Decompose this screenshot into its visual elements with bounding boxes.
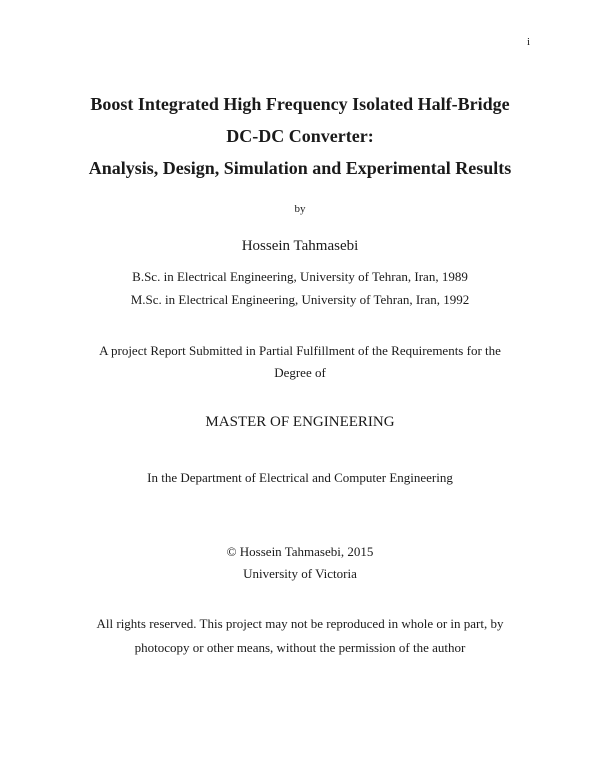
rights-line-2: photocopy or other means, without the permission of the author [134,640,466,655]
copyright-line: © Hossein Tahmasebi, 2015 [226,544,374,559]
prior-degree-bsc: B.Sc. in Electrical Engineering, University of Tehran, Iran, 1989 [132,269,468,284]
by-label: by [294,203,306,215]
prior-degree-msc: M.Sc. in Electrical Engineering, University of Tehran, Iran, 1992 [130,292,470,307]
title-line-1: Boost Integrated High Frequency Isolated Half-Bridge [90,94,510,114]
page-number: i [526,36,530,48]
copyright-block [0,541,600,585]
department: In the Department of Electrical and Computer Engineering [147,470,453,485]
report-title [0,88,600,184]
title-line-3: Analysis, Design, Simulation and Experimental Results [88,158,512,178]
university-line: University of Victoria [243,566,357,581]
degree-name: MASTER OF ENGINEERING [205,414,395,430]
title-line-2: DC-DC Converter: [226,126,374,146]
rights-line-1: All rights reserved. This project may not be reproduced in whole or in part, by [96,616,504,631]
author-name: Hossein Tahmasebi [241,238,359,254]
submission-statement [0,340,600,384]
submission-line-1: A project Report Submitted in Partial Fulfillment of the Requirements for the [99,343,501,358]
rights-statement [0,612,600,660]
submission-line-2: Degree of [274,365,326,380]
